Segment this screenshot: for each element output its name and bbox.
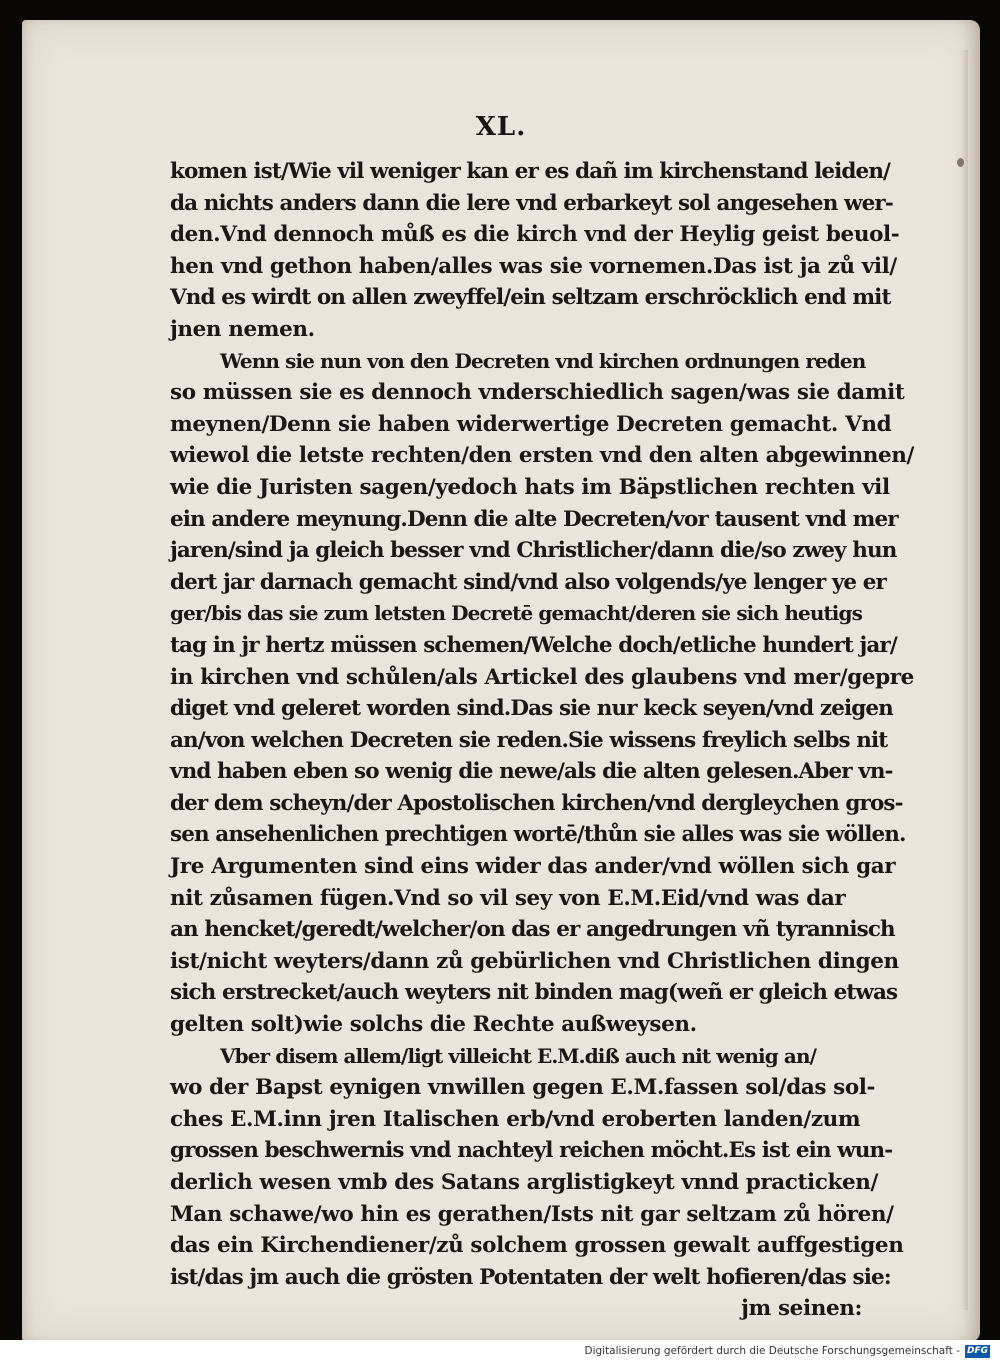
text-line: da nichts anders dann die lere vnd erbarkeyt sol angesehen wer-	[170, 190, 893, 216]
text-line: an/von welchen Decreten sie reden.Sie wissens freylich selbs nit	[170, 727, 888, 753]
text-line: ist/das jm auch die grösten Potentaten der welt hofieren/das sie:	[170, 1264, 891, 1290]
dfg-logo: DFG	[966, 1345, 988, 1356]
digitization-footer	[0, 1340, 1000, 1362]
text-line: Vber disem allem/ligt villeicht E.M.diß auch nit wenig an/	[220, 1043, 817, 1068]
text-line: tag in jr hertz müssen schemen/Welche doch/etliche hundert jar/	[170, 632, 897, 658]
text-line: ist/nicht weyters/dann zů gebürlichen vnd Christlichen dingen	[170, 948, 899, 974]
page-text	[170, 156, 914, 1325]
text-line: an hencket/geredt/welcher/on das er angedrungen vñ tyrannisch	[170, 917, 895, 943]
text-line: den.Vnd dennoch můß es die kirch vnd der Heylig geist beuol-	[170, 222, 900, 248]
text-line: Jre Argumenten sind eins wider das ander/vnd wöllen sich gar	[170, 854, 896, 880]
folio-number: XL.	[475, 112, 527, 142]
text-line: derlich wesen vmb des Satans arglistigkeyt vnnd practicken/	[170, 1170, 878, 1195]
text-line: das ein Kirchendiener/zů solchem grossen gewalt auffgestigen	[170, 1233, 904, 1259]
text-line: der dem scheyn/der Apostolischen kirchen/vnd dergleychen gros-	[170, 790, 903, 816]
text-line: wiewol die letste rechten/den ersten vnd den alten abgewinnen/	[170, 443, 914, 469]
text-line: jnen nemen.	[170, 316, 315, 342]
text-line: dert jar darnach gemacht sind/vnd also volgends/ye lenger ye er	[170, 569, 886, 595]
text-line: meynen/Denn sie haben widerwertige Decreten gemacht. Vnd	[170, 411, 892, 437]
text-line: nit zůsamen fügen.Vnd so vil sey von E.M.Eid/vnd was dar	[170, 885, 846, 911]
text-line: diget vnd geleret worden sind.Das sie nur keck seyen/vnd zeigen	[170, 696, 893, 722]
text-line: komen ist/Wie vil weniger kan er es dañ im kirchenstand leiden/	[170, 159, 890, 184]
catchword: jm seinen:	[741, 1296, 862, 1322]
text-line: sich erstrecket/auch weyters nit binden mag(weñ er gleich etwas	[170, 980, 898, 1006]
text-line: Wenn sie nun von den Decreten vnd kirchen ordnungen reden	[220, 348, 866, 373]
text-line: ches E.M.inn jren Italischen erb/vnd eroberten landen/zum	[170, 1106, 861, 1132]
text-line: so müssen sie es dennoch vnderschiedlich sagen/was sie damit	[170, 380, 905, 406]
footer-credit: Digitalisierung gefördert durch die Deutsche Forschungsgemeinschaft -	[584, 1345, 960, 1357]
text-line: vnd haben eben so wenig die newe/als die alten gelesen.Aber vn-	[170, 759, 893, 785]
text-line: hen vnd gethon haben/alles was sie vornemen.Das ist ja zů vil/	[170, 253, 897, 279]
text-line: ein andere meynung.Denn die alte Decreten/vor tausent vnd mer	[170, 506, 898, 532]
text-line: Vnd es wirdt on allen zweyffel/ein seltzam erschröcklich end mit	[170, 285, 891, 311]
text-line: Man schawe/wo hin es gerathen/Ists nit gar seltzam zů hören/	[170, 1201, 894, 1227]
text-line: wie die Juristen sagen/yedoch hats im Bäpstlichen rechten vil	[170, 474, 890, 500]
text-line: grossen beschwernis vnd nachteyl reichen möcht.Es ist ein wun-	[170, 1138, 893, 1164]
book-page	[22, 20, 980, 1342]
text-line: in kirchen vnd schůlen/als Artickel des glaubens vnd mer/gepre	[170, 664, 914, 690]
text-line: jaren/sind ja gleich besser vnd Christlicher/dann die/so zwey hun	[170, 538, 897, 564]
text-line: ger/bis das sie zum letsten Decretē gemacht/deren sie sich heutigs	[170, 601, 862, 626]
ink-speck	[957, 158, 964, 167]
text-line: gelten solt)wie solchs die Rechte außweysen.	[170, 1012, 697, 1038]
text-line: sen ansehenlichen prechtigen wortē/thůn sie alles was sie wöllen.	[170, 822, 906, 848]
text-line: wo der Bapst eynigen vnwillen gegen E.M.fassen sol/das sol-	[170, 1075, 876, 1101]
